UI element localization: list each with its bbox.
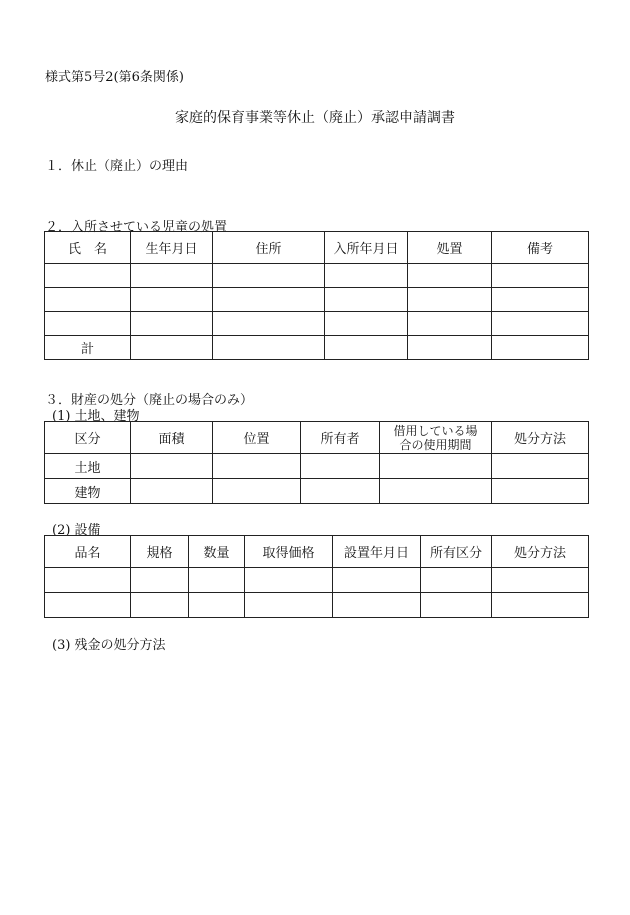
cell[interactable]: [492, 568, 589, 593]
cell[interactable]: [421, 568, 492, 593]
total-label: 計: [45, 336, 131, 360]
header-area: 面積: [131, 422, 213, 454]
header-acquisition-price: 取得価格: [245, 536, 333, 568]
sub2-heading: (2) 設備: [52, 523, 101, 538]
cell[interactable]: [213, 264, 325, 288]
header-category: 区分: [45, 422, 131, 454]
cell[interactable]: [45, 288, 131, 312]
header-quantity: 数量: [189, 536, 245, 568]
header-admission-date: 入所年月日: [325, 232, 408, 264]
table-row: [45, 568, 589, 593]
cell[interactable]: [131, 454, 213, 479]
cell[interactable]: [245, 593, 333, 618]
header-lease-period-line1: 借用している場: [393, 423, 478, 438]
cell[interactable]: [131, 264, 213, 288]
cell[interactable]: [213, 288, 325, 312]
cell[interactable]: [213, 312, 325, 336]
cell[interactable]: [492, 336, 589, 360]
header-disposal-method: 処分方法: [492, 422, 589, 454]
cell[interactable]: [213, 479, 301, 504]
header-disposition: 処置: [408, 232, 492, 264]
cell[interactable]: [492, 312, 589, 336]
cell[interactable]: [380, 454, 492, 479]
land-buildings-table: [44, 421, 589, 504]
cell[interactable]: [325, 336, 408, 360]
form-number: 様式第5号2(第6条関係): [45, 70, 184, 85]
cell[interactable]: [213, 336, 325, 360]
cell[interactable]: [492, 479, 589, 504]
cell[interactable]: [131, 312, 213, 336]
cell[interactable]: [45, 312, 131, 336]
cell[interactable]: [189, 593, 245, 618]
cell[interactable]: [45, 568, 131, 593]
cell[interactable]: [492, 264, 589, 288]
row-label-building: 建物: [45, 479, 131, 504]
cell[interactable]: [325, 264, 408, 288]
header-spec: 規格: [131, 536, 189, 568]
cell[interactable]: [301, 479, 380, 504]
cell[interactable]: [408, 312, 492, 336]
header-ownership: 所有区分: [421, 536, 492, 568]
cell[interactable]: [45, 593, 131, 618]
cell[interactable]: [492, 454, 589, 479]
cell[interactable]: [325, 288, 408, 312]
cell[interactable]: [421, 593, 492, 618]
cell[interactable]: [131, 479, 213, 504]
cell[interactable]: [213, 454, 301, 479]
cell[interactable]: [380, 479, 492, 504]
children-table: [44, 231, 589, 360]
section1-heading: １．休止（廃止）の理由: [45, 159, 189, 174]
cell[interactable]: [131, 288, 213, 312]
cell[interactable]: [408, 288, 492, 312]
cell[interactable]: [245, 568, 333, 593]
section2-heading: ２．入所させている児童の処置: [45, 220, 228, 235]
header-location: 位置: [213, 422, 301, 454]
section3-heading: ３．財産の処分（廃止の場合のみ）: [45, 393, 254, 408]
header-birthdate: 生年月日: [131, 232, 213, 264]
cell[interactable]: [333, 593, 421, 618]
sub3-heading: (3) 残金の処分方法: [52, 638, 166, 653]
table-row: [45, 454, 589, 479]
header-install-date: 設置年月日: [333, 536, 421, 568]
cell[interactable]: [408, 336, 492, 360]
cell[interactable]: [325, 312, 408, 336]
cell[interactable]: [189, 568, 245, 593]
document-title: 家庭的保育事業等休止（廃止）承認申請調書: [175, 110, 455, 126]
table-row: [45, 312, 589, 336]
header-remarks: 備考: [492, 232, 589, 264]
table-row: [45, 264, 589, 288]
table-row: [45, 479, 589, 504]
cell[interactable]: [45, 264, 131, 288]
equipment-table: [44, 535, 589, 618]
header-disposal-method: 処分方法: [492, 536, 589, 568]
cell[interactable]: [492, 288, 589, 312]
header-item-name: 品名: [45, 536, 131, 568]
header-lease-period: [380, 422, 492, 454]
table-row: [45, 288, 589, 312]
header-name: 氏 名: [45, 232, 131, 264]
cell[interactable]: [131, 568, 189, 593]
total-row: [45, 336, 589, 360]
cell[interactable]: [492, 593, 589, 618]
header-lease-period-line2: 合の使用期間: [399, 437, 472, 452]
cell[interactable]: [131, 593, 189, 618]
cell[interactable]: [408, 264, 492, 288]
header-address: 住所: [213, 232, 325, 264]
cell[interactable]: [333, 568, 421, 593]
sub1-heading: (1) 土地、建物: [52, 409, 140, 424]
table-row: [45, 593, 589, 618]
cell[interactable]: [131, 336, 213, 360]
row-label-land: 土地: [45, 454, 131, 479]
cell[interactable]: [301, 454, 380, 479]
header-owner: 所有者: [301, 422, 380, 454]
